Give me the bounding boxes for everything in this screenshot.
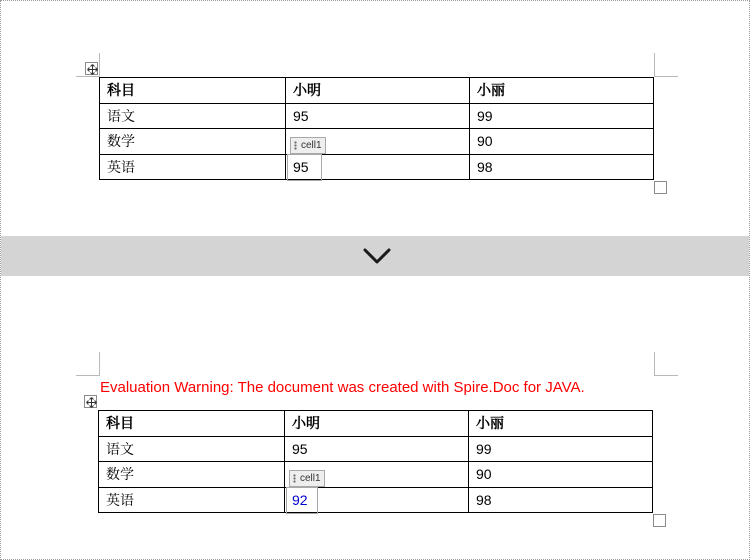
table-row [100,154,654,180]
table-row [99,436,653,462]
table-cell[interactable]: 90 [470,129,654,155]
content-control-value: 92 [292,492,308,508]
document-page-before [1,1,749,236]
score-table-before [99,77,654,180]
table-cell[interactable]: 英语 [99,487,285,513]
move-arrows-icon[interactable] [84,395,97,408]
table-row [100,129,654,155]
document-page-after [1,276,749,559]
table-row [99,462,653,488]
table-cell[interactable]: 科目 [100,78,286,104]
table-cell[interactable]: 99 [469,436,653,462]
table-cell[interactable]: 小明 [285,411,469,437]
resize-square-icon[interactable] [654,181,667,194]
page-corner-top-left [76,352,100,376]
table-cell[interactable]: 语文 [100,103,286,129]
content-control-box[interactable] [286,487,318,514]
table-row [100,103,654,129]
score-table-after [98,410,653,513]
table-cell[interactable]: 数学 [100,129,286,155]
table-cell[interactable]: 90 [469,462,653,488]
table-cell[interactable]: 小明 [286,78,470,104]
resize-square-icon[interactable] [653,514,666,527]
table-cell[interactable]: 数学 [99,462,285,488]
table-cell[interactable]: 小丽 [469,411,653,437]
grip-icon [293,474,296,483]
evaluation-warning: Evaluation Warning: The document was created with Spire.Doc for JAVA. [100,379,585,396]
content-control-tag[interactable]: cell1 [290,137,326,154]
table-cell[interactable]: 98 [470,154,654,180]
table-cell[interactable]: 科目 [99,411,285,437]
table-cell[interactable]: 95 [285,436,469,462]
content-control-value: 95 [293,159,309,175]
table-cell[interactable]: 语文 [99,436,285,462]
chevron-down-icon [363,246,391,266]
move-arrows-icon[interactable] [85,62,98,75]
table-cell[interactable]: 95 [286,103,470,129]
table-cell[interactable]: 99 [470,103,654,129]
table-row [99,411,653,437]
comparison-divider [1,236,749,276]
table-cell[interactable]: 小丽 [470,78,654,104]
table-row [100,78,654,104]
page-corner-top-right [654,352,678,376]
grip-icon [294,141,297,150]
table-cell[interactable]: 98 [469,487,653,513]
page-corner-top-right [654,53,678,77]
content-control-tag[interactable]: cell1 [289,470,325,487]
table-cell[interactable]: 英语 [100,154,286,180]
table-row [99,487,653,513]
content-control-box[interactable] [287,154,322,181]
